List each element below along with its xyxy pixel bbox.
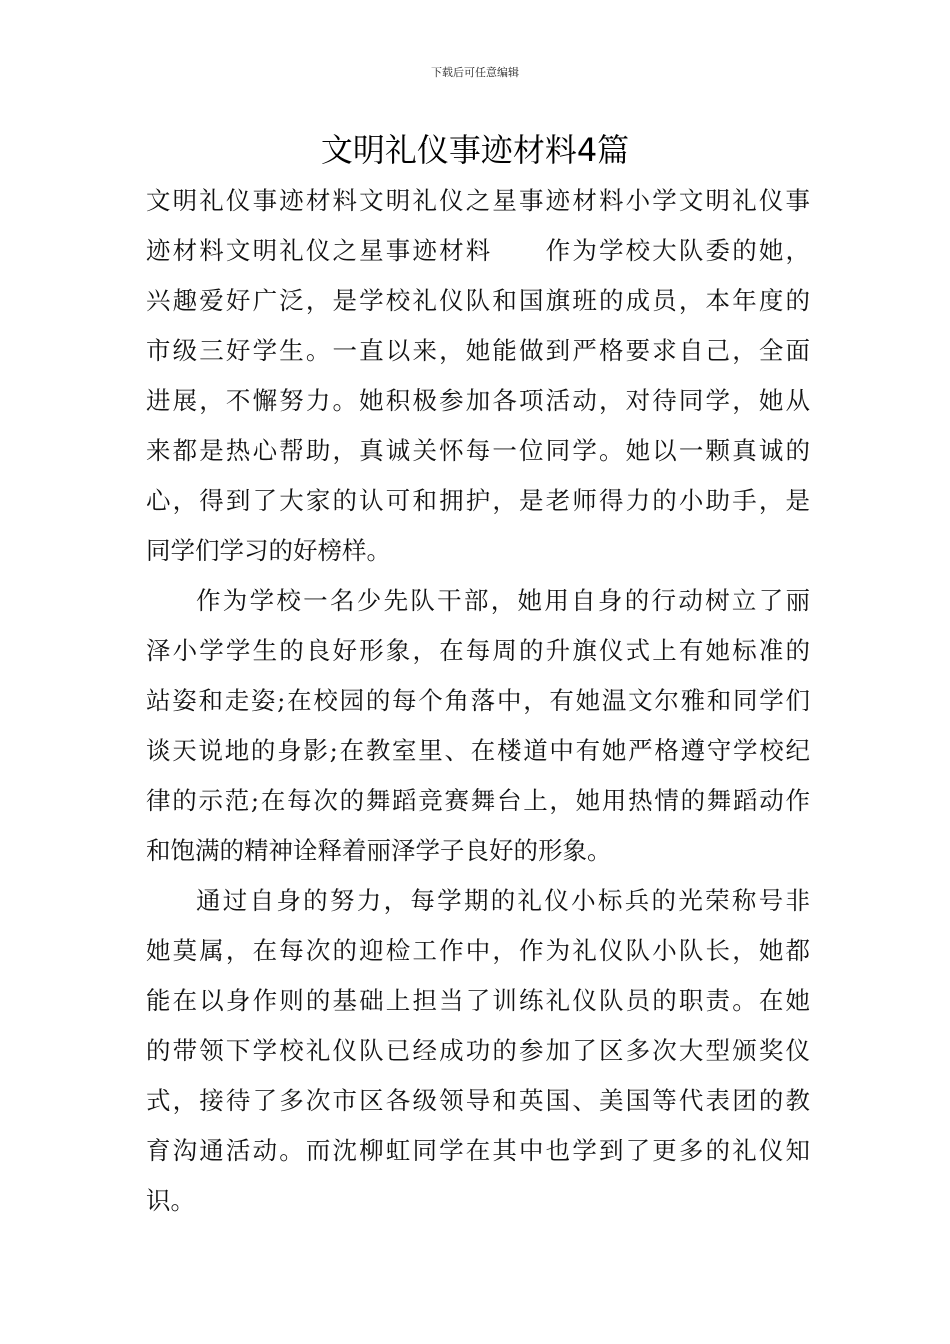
text-line: 谈天说地的身影;在教室里、在楼道中有她严格遵守学校纪 bbox=[146, 736, 810, 765]
text-line: 作为学校一名少先队干部，她用自身的行动树立了丽 bbox=[196, 586, 810, 615]
text-line: 识。 bbox=[146, 1186, 195, 1215]
text-line: 兴趣爱好广泛，是学校礼仪队和国旗班的成员，本年度的 bbox=[146, 286, 810, 315]
text-line: 的带领下学校礼仪队已经成功的参加了区多次大型颁奖仪 bbox=[146, 1036, 810, 1065]
text-line: 心，得到了大家的认可和拥护，是老师得力的小助手，是 bbox=[146, 486, 810, 515]
paragraph-2 bbox=[146, 576, 810, 876]
paragraph-1 bbox=[146, 176, 810, 576]
text-line: 进展，不懈努力。她积极参加各项活动，对待同学，她从 bbox=[146, 386, 810, 415]
text-line: 式，接待了多次市区各级领导和英国、美国等代表团的教 bbox=[146, 1086, 810, 1115]
text-line: 来都是热心帮助，真诚关怀每一位同学。她以一颗真诚的 bbox=[146, 436, 810, 465]
document-body bbox=[146, 176, 810, 1226]
text-line: 能在以身作则的基础上担当了训练礼仪队员的职责。在她 bbox=[146, 986, 810, 1015]
text-line: 市级三好学生。一直以来，她能做到严格要求自己，全面 bbox=[146, 336, 810, 365]
text-line: 律的示范;在每次的舞蹈竞赛舞台上，她用热情的舞蹈动作 bbox=[146, 786, 810, 815]
header-note: 下载后可任意编辑 bbox=[431, 66, 519, 79]
text-line: 她莫属，在每次的迎检工作中，作为礼仪队小队长，她都 bbox=[146, 936, 810, 965]
text-line: 文明礼仪事迹材料文明礼仪之星事迹材料小学文明礼仪事 bbox=[146, 186, 810, 215]
text-line: 和饱满的精神诠释着丽泽学子良好的形象。 bbox=[146, 836, 612, 865]
text-line: 通过自身的努力，每学期的礼仪小标兵的光荣称号非 bbox=[196, 886, 810, 915]
text-line: 站姿和走姿;在校园的每个角落中，有她温文尔雅和同学们 bbox=[146, 686, 810, 715]
text-line: 泽小学学生的良好形象，在每周的升旗仪式上有她标准的 bbox=[146, 636, 810, 665]
text-line: 迹材料文明礼仪之星事迹材料 作为学校大队委的她， bbox=[146, 236, 810, 265]
text-line: 育沟通活动。而沈柳虹同学在其中也学到了更多的礼仪知 bbox=[146, 1136, 810, 1165]
text-line: 同学们学习的好榜样。 bbox=[146, 536, 391, 565]
paragraph-3 bbox=[146, 876, 810, 1226]
document-title: 文明礼仪事迹材料4篇 bbox=[320, 131, 630, 169]
